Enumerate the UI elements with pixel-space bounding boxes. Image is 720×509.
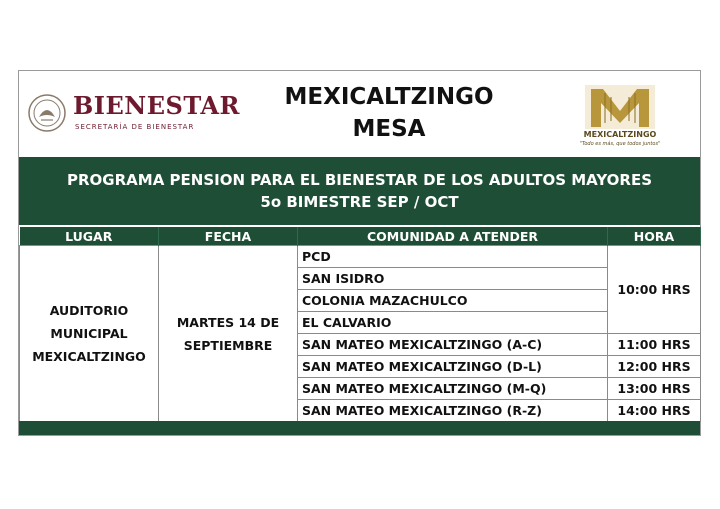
table-header-row [20,227,701,246]
fecha-cell: MARTES 14 DE SEPTIEMBRE [159,246,298,422]
brand-left-sub: SECRETARÍA DE BIENESTAR [75,123,195,131]
lugar-cell: AUDITORIO MUNICIPAL MEXICALTZINGO [20,246,159,422]
hora-cell: 12:00 HRS [608,356,701,378]
hora-cell: 11:00 HRS [608,334,701,356]
mexicaltzingo-logo [579,83,661,149]
hora-cell: 14:00 HRS [608,400,701,422]
comunidad-cell: SAN MATEO MEXICALTZINGO (M-Q) [298,378,608,400]
comunidad-cell: PCD [298,246,608,268]
hora-cell: 10:00 HRS [608,246,701,334]
title-line-2: MESA [352,116,426,142]
comunidad-cell: COLONIA MAZACHULCO [298,290,608,312]
comunidad-cell: EL CALVARIO [298,312,608,334]
page-title [259,81,519,145]
title-line-1: MEXICALTZINGO [284,84,494,110]
hora-cell: 13:00 HRS [608,378,701,400]
program-banner [19,157,700,225]
footer-band [19,421,700,435]
header-comunidad: COMUNIDAD A ATENDER [298,227,608,246]
schedule-sheet [18,70,701,436]
header-fecha: FECHA [159,227,298,246]
table-row [20,246,701,268]
header-lugar: LUGAR [20,227,159,246]
comunidad-cell: SAN MATEO MEXICALTZINGO (A-C) [298,334,608,356]
banner-line-2: 5o BIMESTRE SEP / OCT [260,193,459,211]
brand-right: MEXICALTZINGO [583,130,657,139]
brand-right-slogan: "Todo es más, que todos juntos" [579,141,661,147]
comunidad-cell: SAN ISIDRO [298,268,608,290]
header-hora: HORA [608,227,701,246]
banner-line-1: PROGRAMA PENSION PARA EL BIENESTAR DE LOS ADULTOS MAYORES [67,171,652,189]
mexico-seal-icon [27,93,67,133]
bienestar-logo [27,89,242,139]
comunidad-cell: SAN MATEO MEXICALTZINGO (R-Z) [298,400,608,422]
mexicaltzingo-m-icon [579,83,661,131]
comunidad-cell: SAN MATEO MEXICALTZINGO (D-L) [298,356,608,378]
brand-left: BIENESTAR [73,91,240,120]
schedule-table [19,227,701,422]
